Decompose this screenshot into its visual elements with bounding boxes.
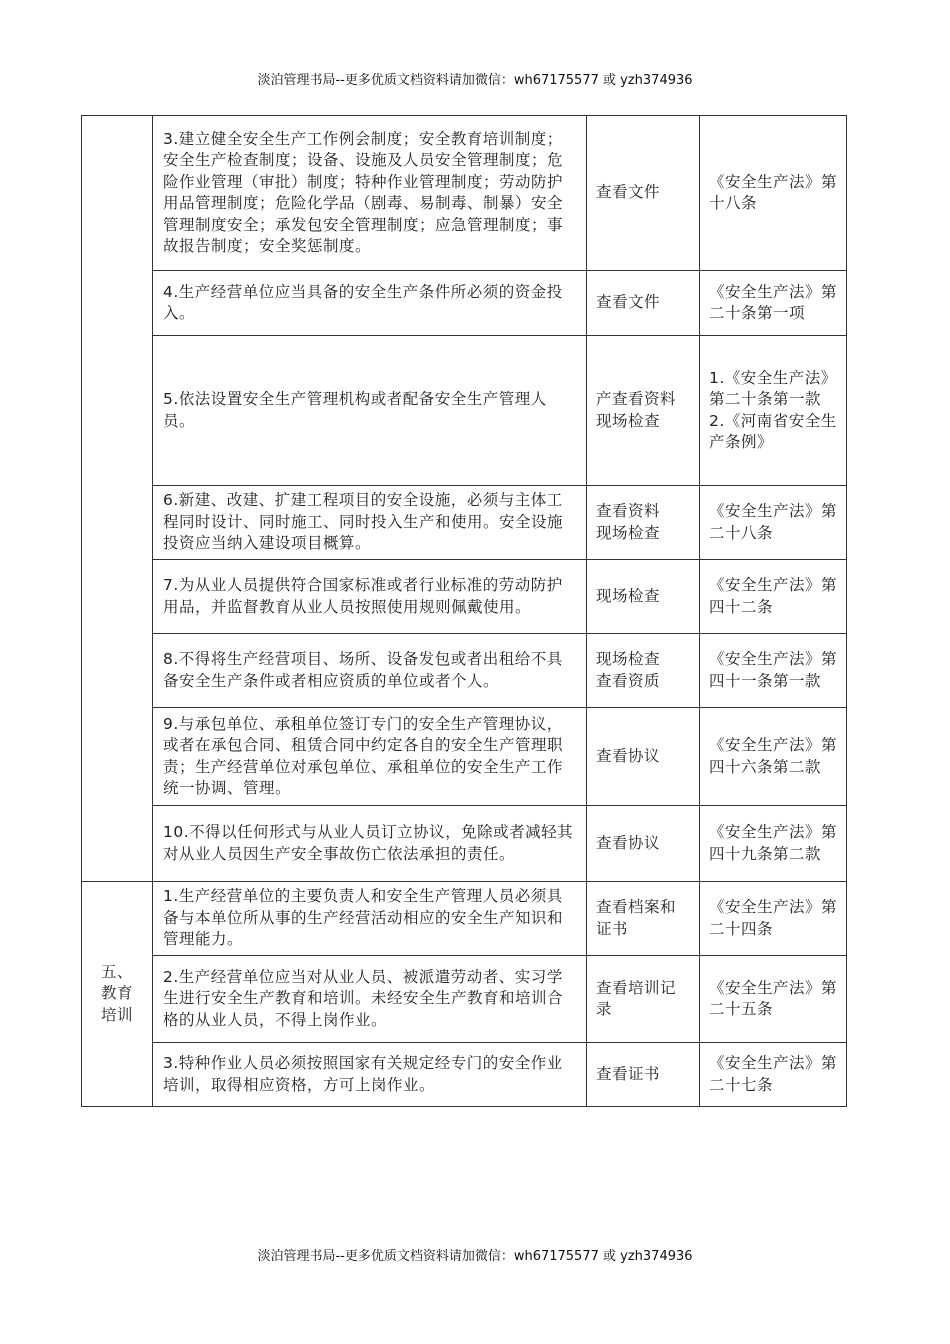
requirement-cell: 3.建立健全安全生产工作例会制度；安全教育培训制度；安全生产检查制度；设备、设施及人员安全管理制度；危险作业管理（审批）制度；特种作业管理制度；劳动防护用品管理制度；危险化学品（剧毒、易制毒、制暴）安全管理制度安全；承发包安全管理制度；应急管理制度；事故报告制度；安全奖惩制度。 xyxy=(153,116,587,271)
requirement-cell: 8.不得将生产经营项目、场所、设备发包或者出租给不具备安全生产条件或者相应资质的单位或者个人。 xyxy=(153,634,587,708)
check-method-cell: 现场检查 xyxy=(587,560,700,634)
table-row xyxy=(82,882,847,956)
check-method-cell: 查看文件 xyxy=(587,271,700,336)
legal-basis-cell: 《安全生产法》第二十八条 xyxy=(700,486,847,560)
requirement-cell: 3.特种作业人员必须按照国家有关规定经专门的安全作业培训，取得相应资格，方可上岗作业。 xyxy=(153,1043,587,1107)
page-footer: 淡泊管理书局--更多优质文档资料请加微信：wh67175577 或 yzh374936 xyxy=(257,1249,693,1264)
check-method-cell: 查看文件 xyxy=(587,116,700,271)
category-education-training: 五、 教育 培训 xyxy=(82,882,153,1107)
table-row xyxy=(82,560,847,634)
legal-basis-cell: 《安全生产法》第二十四条 xyxy=(700,882,847,956)
legal-basis-cell: 《安全生产法》第二十五条 xyxy=(700,956,847,1043)
legal-basis-cell: 《安全生产法》第二十七条 xyxy=(700,1043,847,1107)
page-header: 淡泊管理书局--更多优质文档资料请加微信：wh67175577 或 yzh374936 xyxy=(257,73,693,88)
check-method-cell: 查看协议 xyxy=(587,708,700,806)
check-method-cell: 现场检查 查看资质 xyxy=(587,634,700,708)
requirement-cell: 7.为从业人员提供符合国家标准或者行业标准的劳动防护用品，并监督教育从业人员按照使用规则佩戴使用。 xyxy=(153,560,587,634)
requirement-cell: 1.生产经营单位的主要负责人和安全生产管理人员必须具备与本单位所从事的生产经营活动相应的安全生产知识和管理能力。 xyxy=(153,882,587,956)
table-row xyxy=(82,708,847,806)
table-row xyxy=(82,634,847,708)
table-row xyxy=(82,336,847,486)
check-method-cell: 查看协议 xyxy=(587,806,700,882)
category-cell-continued xyxy=(82,116,153,882)
table-row xyxy=(82,271,847,336)
legal-basis-cell: 《安全生产法》第四十九条第二款 xyxy=(700,806,847,882)
table-row xyxy=(82,1043,847,1107)
check-method-cell: 查看资料 现场检查 xyxy=(587,486,700,560)
table-row xyxy=(82,486,847,560)
table-row xyxy=(82,956,847,1043)
legal-basis-cell: 《安全生产法》第四十六条第二款 xyxy=(700,708,847,806)
check-method-cell: 产查看资料 现场检查 xyxy=(587,336,700,486)
requirement-cell: 5.依法设置安全生产管理机构或者配备安全生产管理人员。 xyxy=(153,336,587,486)
requirement-cell: 9.与承包单位、承租单位签订专门的安全生产管理协议，或者在承包合同、租赁合同中约定各自的安全生产管理职责；生产经营单位对承包单位、承租单位的安全生产工作统一协调、管理。 xyxy=(153,708,587,806)
table-row xyxy=(82,116,847,271)
inspection-table xyxy=(81,115,847,1107)
check-method-cell: 查看档案和证书 xyxy=(587,882,700,956)
requirement-cell: 4.生产经营单位应当具备的安全生产条件所必须的资金投入。 xyxy=(153,271,587,336)
requirement-cell: 6.新建、改建、扩建工程项目的安全设施，必须与主体工程同时设计、同时施工、同时投入生产和使用。安全设施投资应当纳入建设项目概算。 xyxy=(153,486,587,560)
legal-basis-cell: 《安全生产法》第四十二条 xyxy=(700,560,847,634)
legal-basis-cell: 《安全生产法》第四十一条第一款 xyxy=(700,634,847,708)
requirement-cell: 2.生产经营单位应当对从业人员、被派遣劳动者、实习学生进行安全生产教育和培训。未经安全生产教育和培训合格的从业人员，不得上岗作业。 xyxy=(153,956,587,1043)
requirement-cell: 10.不得以任何形式与从业人员订立协议，免除或者减轻其对从业人员因生产安全事故伤亡依法承担的责任。 xyxy=(153,806,587,882)
legal-basis-cell: 1.《安全生产法》第二十条第一款 2.《河南省安全生产条例》 xyxy=(700,336,847,486)
legal-basis-cell: 《安全生产法》第十八条 xyxy=(700,116,847,271)
legal-basis-cell: 《安全生产法》第二十条第一项 xyxy=(700,271,847,336)
check-method-cell: 查看证书 xyxy=(587,1043,700,1107)
check-method-cell: 查看培训记录 xyxy=(587,956,700,1043)
table-row xyxy=(82,806,847,882)
